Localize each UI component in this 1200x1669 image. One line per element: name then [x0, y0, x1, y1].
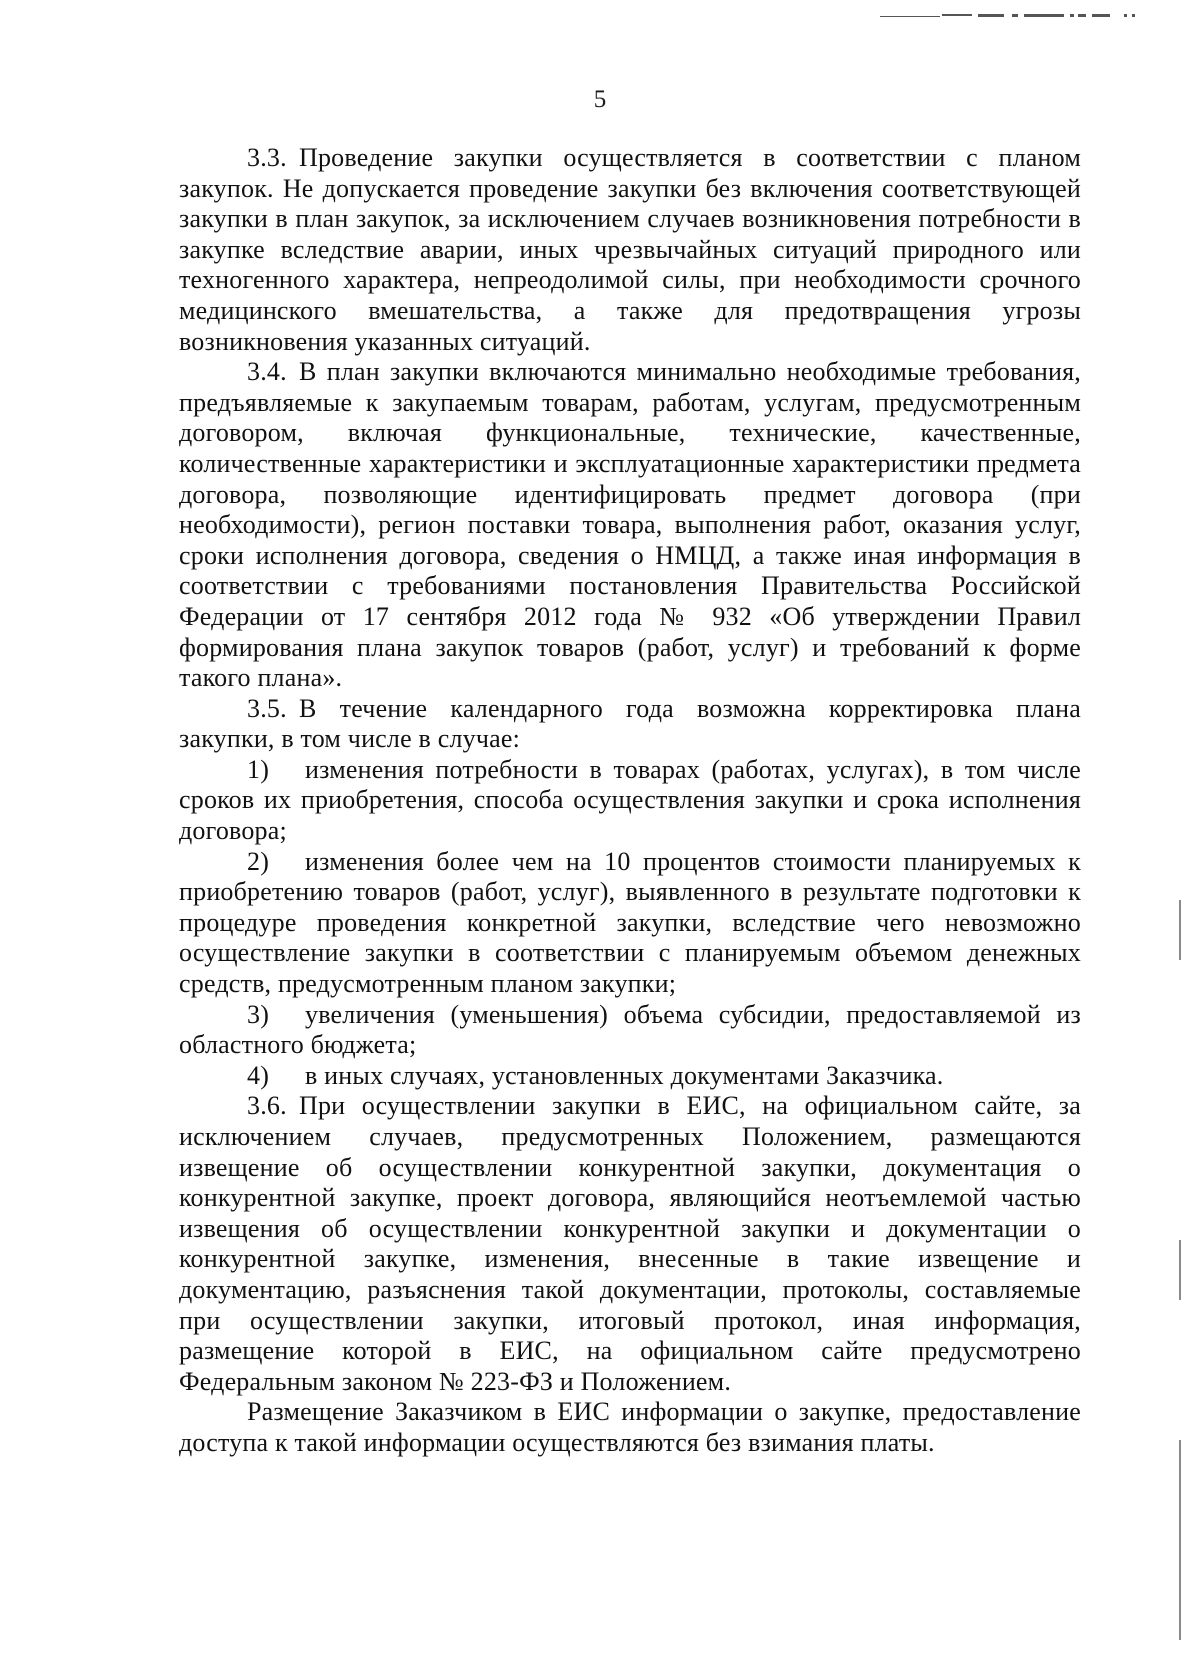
paragraph-number: 3.3.: [247, 143, 287, 172]
list-item-text: изменения более чем на 10 процентов стоимости планируемых к приобретению товаров (работ, услуг), выявленного в результате подготовки к процедуре проведения конкретной закупки, вследствие чего невозможно осуществление закупки в соответствии с планируемым объемом денежных средств, предусмотренным планом закупки;: [179, 846, 1081, 999]
list-item-number: 3): [247, 999, 270, 1029]
list-item-number: 1): [247, 754, 270, 784]
list-item: [179, 755, 1081, 847]
paragraph-3-3: [179, 143, 1081, 357]
paragraph-text: Проведение закупки осуществляется в соответствии с планом закупок. Не допускается проведение закупки без включения соответствующей закупки в план закупок, за исключением случаев возникновения потребности в закупке вследствие аварии, иных чрезвычайных ситуаций природного или техногенного характера, непреодолимой силы, при необходимости срочного медицинского вмешательства, а также для предотвращения угрозы возникновения указанных ситуаций.: [179, 143, 1081, 356]
list-item-number: 4): [247, 1060, 270, 1090]
scan-edge-line: [1179, 1440, 1181, 1640]
paragraph-number: 3.4.: [247, 357, 287, 387]
paragraph-3-6: [179, 1091, 1081, 1397]
list-item-number: 2): [247, 846, 270, 876]
paragraph-text: При осуществлении закупки в ЕИС, на официальном сайте, за исключением случаев, предусмотренных Положением, размещаются извещение об осуществлении конкурентной закупки, документация о конкурентной закупке, проект договора, являющийся неотъемлемой частью извещения об осуществлении конкурентной закупки и документации о конкурентной закупке, изменения, внесенные в такие извещение и документацию, разъяснения такой документации, протоколы, составляемые при осуществлении закупки, итоговый протокол, иная информация, размещение которой в ЕИС, на официальном сайте предусмотрено Федеральным законом № 223-ФЗ и Положением.: [179, 1091, 1081, 1396]
paragraph-number: 3.6.: [247, 1091, 287, 1121]
paragraph-number: 3.5.: [247, 693, 287, 723]
paragraph-text: В план закупки включаются минимально необходимые требования, предъявляемые к закупаемым товарам, работам, услугам, предусмотренным договором, включая функциональные, технические, качественные, количественные характеристики и эксплуатационные характеристики предмета договора, позволяющие идентифицировать предмет договора (при необходимости), регион поставки товара, выполнения работ, оказания услуг, сроки исполнения договора, сведения о НМЦД, а также иная информация в соответствии с требованиями постановления Правительства Российской Федерации от 17 сентября 2012 года № 932 «Об утверждении Правил формирования плана закупок товаров (работ, услуг) и требований к форме такого плана».: [179, 357, 1081, 693]
list-item: [179, 1000, 1081, 1061]
list-item: [179, 847, 1081, 1000]
scan-artifact-top: [880, 14, 1180, 18]
scan-edge-line: [1179, 900, 1181, 960]
paragraph-3-5: [179, 694, 1081, 755]
paragraph-final: [179, 1397, 1081, 1458]
list-item-text: увеличения (уменьшения) объема субсидии, предоставляемой из областного бюджета;: [179, 999, 1081, 1060]
list-item-text: в иных случаях, установленных документами Заказчика.: [305, 1060, 944, 1090]
scan-edge-line: [1179, 1240, 1181, 1300]
list-item-text: изменения потребности в товарах (работах, услугах), в том числе сроков их приобретения, способа осуществления закупки и срока исполнения договора;: [179, 754, 1081, 846]
list-item: [179, 1061, 1081, 1092]
paragraph-text: Размещение Заказчиком в ЕИС информации о закупке, предоставление доступа к такой информации осуществляются без взимания платы.: [179, 1397, 1081, 1457]
paragraph-text: В течение календарного года возможна корректировка плана закупки, в том числе в случае:: [179, 693, 1081, 754]
document-body: [179, 143, 1081, 1459]
page-number: 5: [593, 86, 607, 113]
paragraph-3-4: [179, 357, 1081, 694]
